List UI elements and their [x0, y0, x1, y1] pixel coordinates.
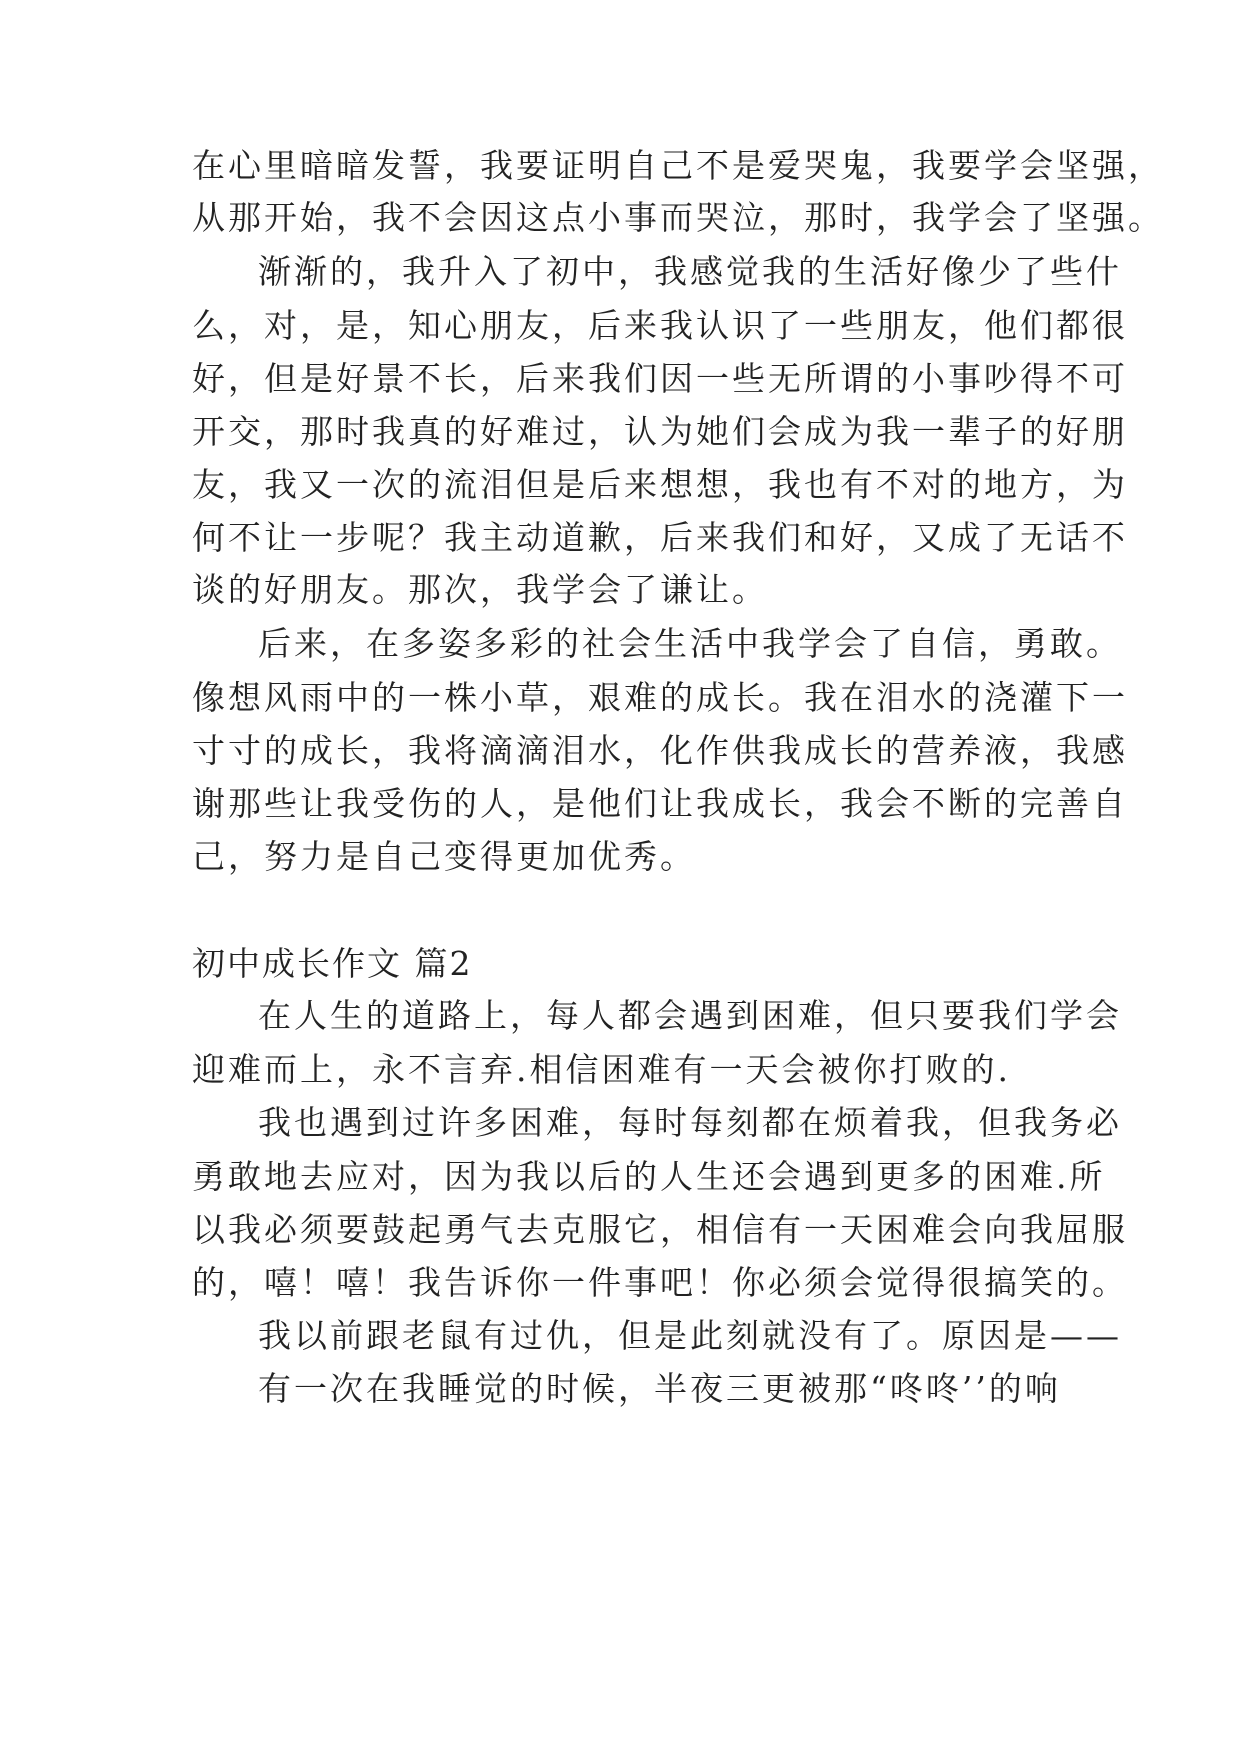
paragraph-line: 在心里暗暗发誓，我要证明自己不是爱哭鬼，我要学会坚强，: [192, 146, 1164, 185]
paragraph-line: 寸寸的成长，我将滴滴泪水，化作供我成长的营养液，我感: [192, 731, 1128, 770]
paragraph-line: 友，我又一次的流泪但是后来想想，我也有不对的地方，为: [192, 465, 1128, 504]
paragraph-line: 从那开始，我不会因这点小事而哭泣，那时，我学会了坚强。: [192, 198, 1164, 237]
paragraph-line: 勇敢地去应对，因为我以后的人生还会遇到更多的困难.所: [192, 1157, 1106, 1196]
paragraph-line: 开交，那时我真的好难过，认为她们会成为我一辈子的好朋: [192, 412, 1128, 451]
paragraph-line: 迎难而上，永不言弃.相信困难有一天会被你打败的.: [192, 1050, 1011, 1089]
paragraph-line: 么，对，是，知心朋友，后来我认识了一些朋友，他们都很: [192, 306, 1128, 345]
paragraph-line: 谢那些让我受伤的人，是他们让我成长，我会不断的完善自: [192, 784, 1128, 823]
paragraph-line: 有一次在我睡觉的时候，半夜三更被那“咚咚’’的响: [258, 1369, 1061, 1408]
paragraph-line: 后来，在多姿多彩的社会生活中我学会了自信，勇敢。: [258, 624, 1122, 663]
paragraph-line: 好，但是好景不长，后来我们因一些无所谓的小事吵得不可: [192, 359, 1128, 398]
section-title: 初中成长作文 篇2: [192, 944, 473, 983]
paragraph-line: 的，嘻！嘻！我告诉你一件事吧！你必须会觉得很搞笑的。: [192, 1263, 1128, 1302]
paragraph-line: 像想风雨中的一株小草，艰难的成长。我在泪水的浇灌下一: [192, 678, 1128, 717]
paragraph-line: 以我必须要鼓起勇气去克服它，相信有一天困难会向我屈服: [192, 1210, 1128, 1249]
paragraph-line: 谈的好朋友。那次，我学会了谦让。: [192, 570, 768, 609]
paragraph-line: 在人生的道路上，每人都会遇到困难，但只要我们学会: [258, 996, 1122, 1035]
paragraph-line: 渐渐的，我升入了初中，我感觉我的生活好像少了些什: [258, 252, 1122, 291]
paragraph-line: 我以前跟老鼠有过仇，但是此刻就没有了。原因是——: [258, 1316, 1122, 1355]
paragraph-line: 我也遇到过许多困难，每时每刻都在烦着我，但我务必: [258, 1103, 1122, 1142]
paragraph-line: 己，努力是自己变得更加优秀。: [192, 837, 696, 876]
paragraph-line: 何不让一步呢？我主动道歉，后来我们和好，又成了无话不: [192, 518, 1128, 557]
